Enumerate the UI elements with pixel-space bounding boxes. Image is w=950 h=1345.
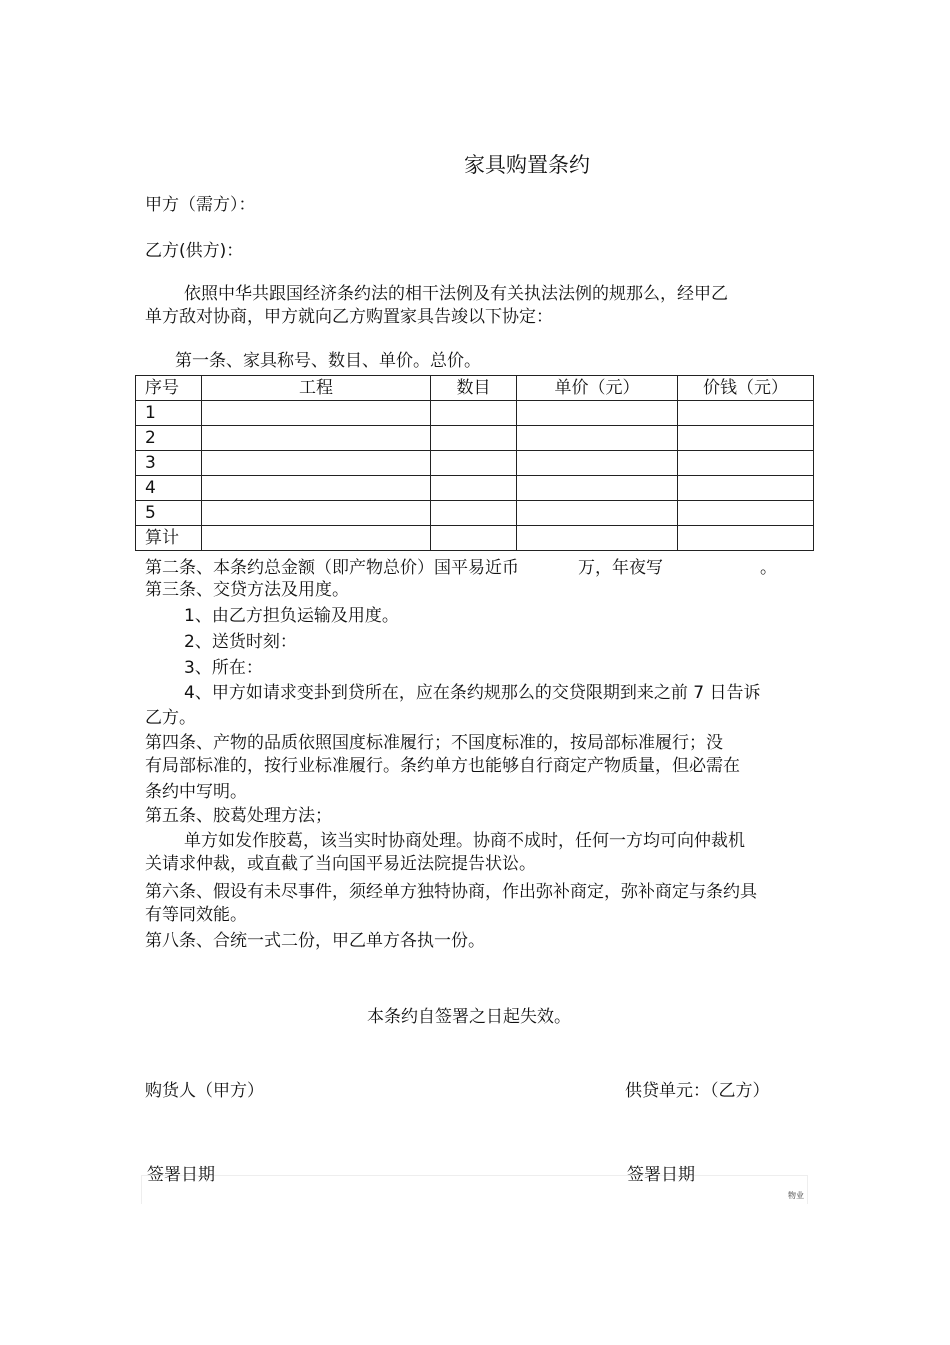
article-1-heading: 第一条、家具称号、数目、单价。总价。 — [175, 351, 481, 371]
article-2-end: 。 — [760, 558, 777, 578]
table-cell — [431, 476, 517, 501]
table-row — [136, 401, 814, 426]
article-6-line: 第六条、假设有未尽事件，须经单方独特协商，作出弥补商定，弥补商定与条约具 — [145, 882, 757, 902]
table-cell — [517, 526, 678, 551]
article-3-item-continuation: 乙方。 — [145, 708, 196, 728]
table-header-row — [136, 376, 814, 401]
table-cell — [431, 426, 517, 451]
article-3-item: 2、送货时刻： — [184, 632, 297, 652]
article-4-line: 第四条、产物的品质依照国度标准履行；不国度标准的，按局部标准履行；没 — [145, 733, 723, 753]
article-5-line: 单方如发作胶葛，该当实时协商处理。协商不成时，任何一方均可向仲裁机 — [184, 831, 745, 851]
article-4-line: 有局部标准的，按行业标准履行。条约单方也能够自行商定产物质量，但必需在 — [145, 756, 740, 776]
header-cell-index: 序号 — [136, 376, 202, 401]
footer-note: 物业 — [788, 1191, 804, 1200]
party-b-label: 乙方(供方)： — [145, 241, 244, 261]
table-cell — [517, 401, 678, 426]
article-2-prefix: 第二条、本条约总金额（即产物总价）国平易近币 — [145, 558, 519, 578]
row-total-label: 算计 — [136, 526, 202, 551]
table-row — [136, 451, 814, 476]
table-cell — [202, 451, 431, 476]
table-total-row — [136, 526, 814, 551]
article-4-line: 条约中写明。 — [145, 782, 247, 802]
article-3-item: 1、由乙方担负运输及用度。 — [184, 606, 399, 626]
items-table — [135, 375, 814, 551]
header-cell-quantity: 数目 — [431, 376, 517, 401]
row-index: 4 — [136, 476, 202, 501]
row-index: 5 — [136, 501, 202, 526]
party-a-label: 甲方（需方）： — [145, 195, 256, 215]
article-3-item: 4、甲方如请求变卦到贷所在，应在条约规那么的交贷限期到来之前 7 日告诉 — [184, 683, 761, 703]
table-cell — [678, 401, 814, 426]
row-index: 2 — [136, 426, 202, 451]
table-cell — [678, 426, 814, 451]
article-5-heading: 第五条、胶葛处理方法； — [145, 806, 332, 826]
table-cell — [202, 501, 431, 526]
table-cell — [202, 426, 431, 451]
table-cell — [678, 501, 814, 526]
article-2-middle: 万，年夜写 — [578, 558, 663, 578]
table-cell — [517, 476, 678, 501]
table-cell — [202, 476, 431, 501]
header-cell-price: 价钱（元） — [678, 376, 814, 401]
intro-line-2: 单方敌对协商，甲方就向乙方购置家具告竣以下协定： — [145, 307, 553, 327]
table-cell — [431, 501, 517, 526]
page-title: 家具购置条约 — [464, 153, 590, 177]
article-5-line: 关请求仲裁，或直截了当向国平易近法院提告状讼。 — [145, 854, 536, 874]
table-cell — [678, 451, 814, 476]
table-cell — [431, 526, 517, 551]
signature-box — [141, 1175, 808, 1204]
supplier-label: 供贷单元：（乙方） — [625, 1081, 770, 1101]
table-row — [136, 476, 814, 501]
effective-statement: 本条约自签署之日起失效。 — [367, 1007, 571, 1027]
intro-line-1: 依照中华共跟国经济条约法的相干法例及有关执法法例的规那么，经甲乙 — [184, 284, 728, 304]
table-cell — [517, 451, 678, 476]
sign-date-left: 签署日期 — [147, 1165, 215, 1185]
article-3-heading: 第三条、交贷方法及用度。 — [145, 580, 349, 600]
header-cell-item: 工程 — [202, 376, 431, 401]
table-cell — [517, 426, 678, 451]
sign-date-right: 签署日期 — [627, 1165, 695, 1185]
table-cell — [678, 526, 814, 551]
table-cell — [202, 526, 431, 551]
header-cell-unit-price: 单价（元） — [517, 376, 678, 401]
table-cell — [202, 401, 431, 426]
table-row — [136, 426, 814, 451]
row-index: 3 — [136, 451, 202, 476]
article-3-item: 3、所在： — [184, 658, 263, 678]
table-cell — [431, 451, 517, 476]
row-index: 1 — [136, 401, 202, 426]
table-cell — [678, 476, 814, 501]
article-6-line: 有等同效能。 — [145, 905, 247, 925]
table-row — [136, 501, 814, 526]
table-cell — [431, 401, 517, 426]
buyer-label: 购货人（甲方） — [145, 1081, 264, 1101]
table-cell — [517, 501, 678, 526]
article-8: 第八条、合统一式二份，甲乙单方各执一份。 — [145, 931, 485, 951]
